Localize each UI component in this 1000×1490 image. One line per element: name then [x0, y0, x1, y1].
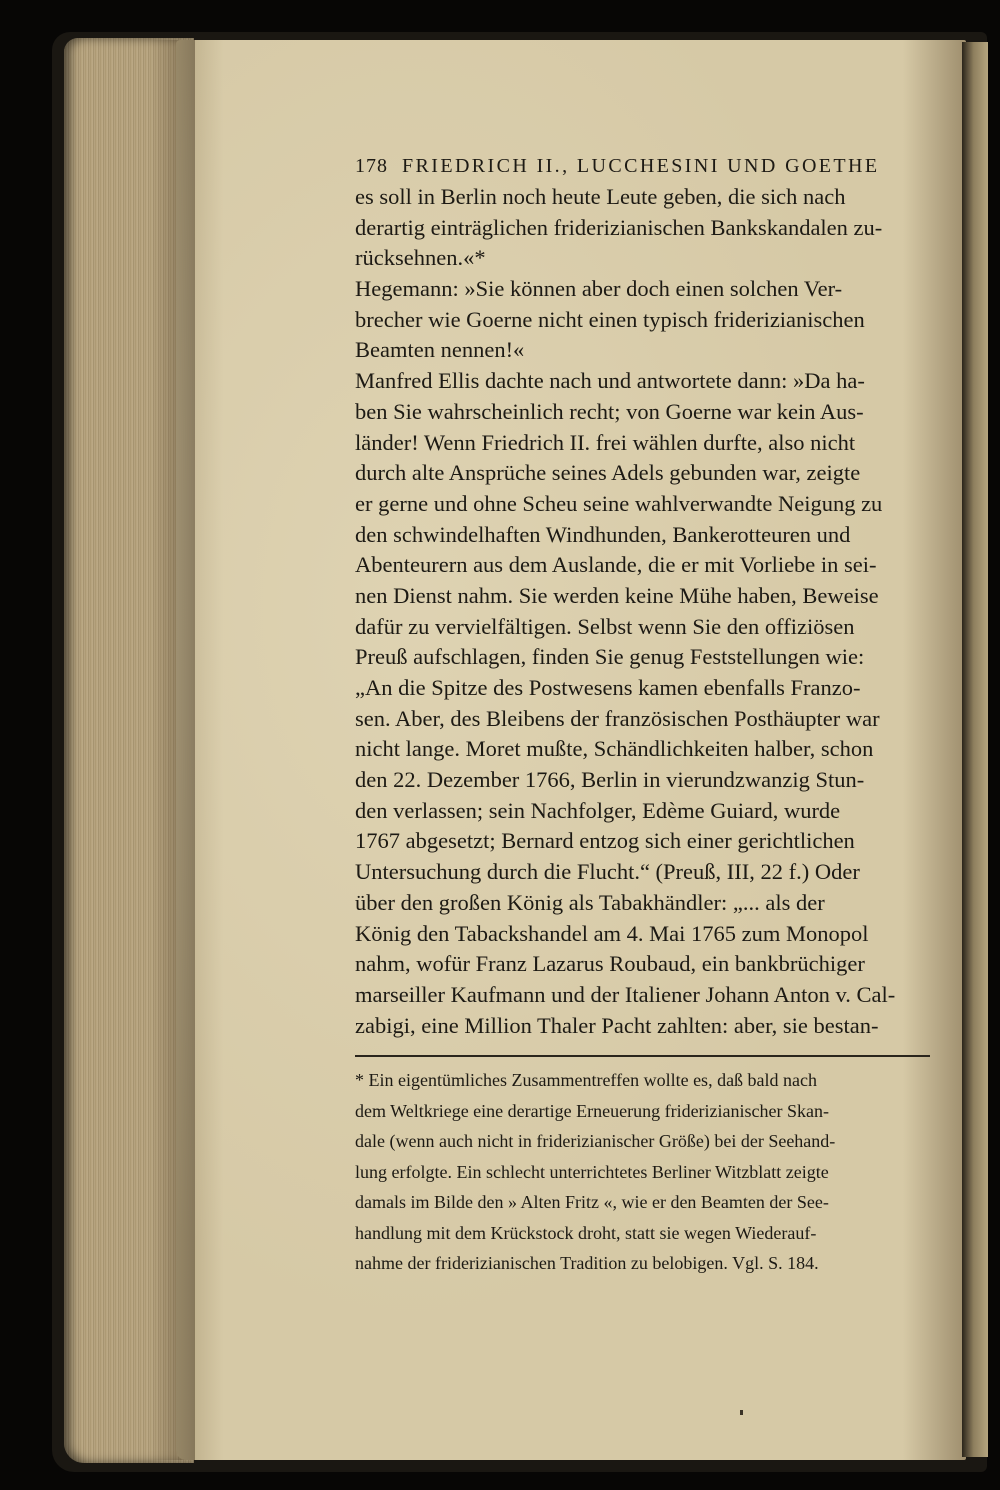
footnote-line: dem Weltkriege eine derartige Erneuerung friderizianischer Skan-: [355, 1100, 830, 1121]
body-line: 1767 abgesetzt; Bernard entzog sich einer gerichtlichen: [355, 828, 855, 854]
footnote-line: lung erfolgte. Ein schlecht unterrichtetes Berliner Witzblatt zeigte: [355, 1161, 829, 1182]
running-head-title: FRIEDRICH II., LUCCHESINI UND GOETHE: [402, 155, 880, 177]
body-line: König den Tabackshandel am 4. Mai 1765 zum Monopol: [355, 920, 869, 946]
body-line: Hegemann: »Sie können aber doch einen solchen Ver-: [355, 276, 843, 302]
page-text: [355, 150, 935, 1279]
body-line: rücksehnen.«*: [355, 245, 486, 271]
footnote-line: dale (wenn auch nicht in friderizianischer Größe) bei der Seehand-: [355, 1131, 836, 1152]
running-head: [355, 150, 935, 182]
footnote-line: * Ein eigentümliches Zusammentreffen wollte es, daß bald nach: [355, 1070, 818, 1091]
body-line: über den großen König als Tabakhändler: „... als der: [355, 889, 825, 915]
book-gutter: [962, 42, 988, 1457]
body-line: nahm, wofür Franz Lazarus Roubaud, ein bankbrüchiger: [355, 951, 865, 977]
page-shadow: [150, 40, 195, 1460]
body-line: Preuß aufschlagen, finden Sie genug Feststellungen wie:: [355, 644, 865, 670]
body-line: länder! Wenn Friedrich II. frei wählen durfte, also nicht: [355, 429, 856, 455]
body-line: durch alte Ansprüche seines Adels gebunden war, zeigte: [355, 460, 861, 486]
body-line: dafür zu vervielfältigen. Selbst wenn Sie den offiziösen: [355, 613, 855, 639]
body-line: den schwindelhaften Windhunden, Bankerotteuren und: [355, 521, 851, 547]
footnote-rule: [355, 1055, 930, 1057]
body-line: marseiller Kaufmann und der Italiener Johann Anton v. Cal-: [355, 981, 896, 1007]
body-line: zabigi, eine Million Thaler Pacht zahlten: aber, sie bestan-: [355, 1012, 879, 1038]
body-line: Untersuchung durch die Flucht.“ (Preuß, III, 22 f.) Oder: [355, 859, 860, 885]
body-line: brecher wie Goerne nicht einen typisch friderizianischen: [355, 306, 865, 332]
footnote: [355, 1065, 935, 1279]
body-text: [355, 182, 935, 1041]
body-line: nen Dienst nahm. Sie werden keine Mühe haben, Beweise: [355, 582, 879, 608]
footnote-line: nahme der friderizianischen Tradition zu belobigen. Vgl. S. 184.: [355, 1253, 819, 1274]
footnote-line: damals im Bilde den » Alten Fritz «, wie er den Beamten der See-: [355, 1192, 829, 1213]
body-line: ben Sie wahrscheinlich recht; von Goerne war kein Aus-: [355, 398, 864, 424]
body-line: Abenteurern aus dem Auslande, die er mit Vorliebe in sei-: [355, 552, 877, 578]
body-line: den verlassen; sein Nachfolger, Edème Guiard, wurde: [355, 797, 841, 823]
body-line: den 22. Dezember 1766, Berlin in vierundzwanzig Stun-: [355, 767, 865, 793]
body-line: Beamten nennen!«: [355, 337, 525, 363]
body-line: er gerne und ohne Scheu seine wahlverwandte Neigung zu: [355, 490, 883, 516]
body-line: „An die Spitze des Postwesens kamen ebenfalls Franzo-: [355, 675, 861, 700]
ink-speck: [740, 1410, 743, 1415]
page-number: 178: [355, 155, 388, 177]
body-line: derartig einträglichen friderizianischen Bankskandalen zu-: [355, 214, 883, 240]
body-line: sen. Aber, des Bleibens der französischen Posthäupter war: [355, 705, 880, 731]
body-line: Manfred Ellis dachte nach und antwortete dann: »Da ha-: [355, 368, 865, 394]
body-line: es soll in Berlin noch heute Leute geben, die sich nach: [355, 184, 846, 209]
body-line: nicht lange. Moret mußte, Schändlichkeiten halber, schon: [355, 736, 874, 762]
footnote-line: handlung mit dem Krückstock droht, statt sie wegen Wiederauf-: [355, 1222, 817, 1243]
